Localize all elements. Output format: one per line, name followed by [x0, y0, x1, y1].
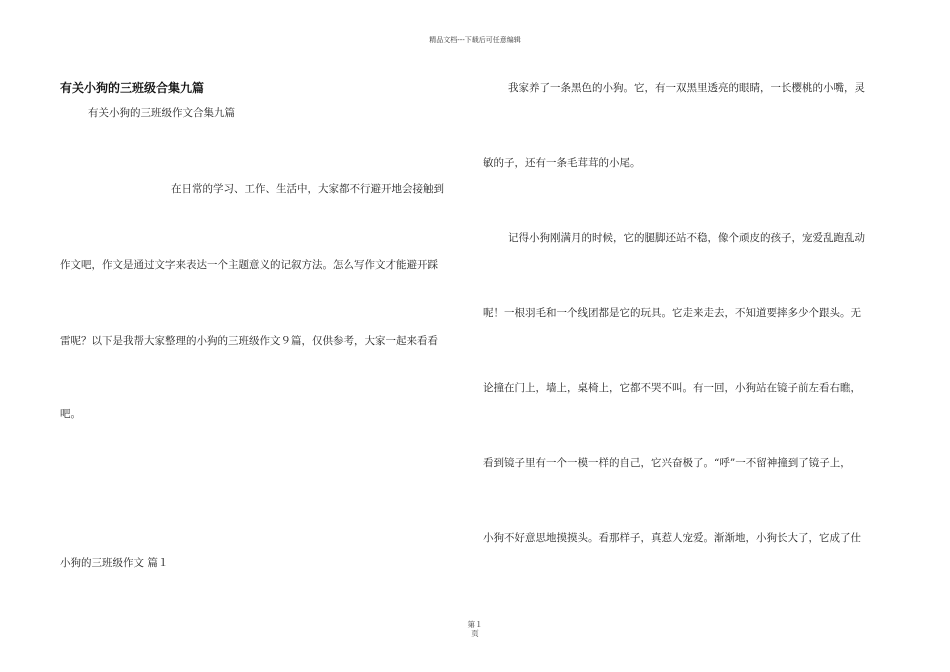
paragraph-line: 作文吧，作文是通过文字来表达一个主题意义的记叙方法。怎么写作文才能避开踩 — [60, 259, 438, 271]
paragraph-line: 呢！一根羽毛和一个线团都是它的玩具。它走来走去，不知道要摔多少个跟头。无 — [483, 307, 861, 319]
paragraph-line: 雷呢？以下是我帮大家整理的小狗的三班级作文９篇，仅供参考，大家一起来看看 — [60, 335, 438, 347]
section-heading: 小狗的三班级作文 篇１ — [60, 557, 169, 569]
paragraph-line: 记得小狗刚满月的时候，它的腿脚还站不稳，像个顽皮的孩子，宠爱乱跑乱动 — [508, 232, 865, 244]
document-title: 有关小狗的三班级合集九篇 — [60, 81, 205, 95]
paragraph-line: 在日常的学习、工作、生活中，大家都不行避开地会接触到 — [171, 183, 444, 195]
paragraph-line: 看到镜子里有一个一模一样的自己，它兴奋极了。“呼”一不留神撞到了镜子上， — [483, 457, 851, 469]
paragraph-line: 我家养了一条黑色的小狗。它，有一双黑里透亮的眼睛，一长樱桃的小嘴，灵 — [508, 82, 865, 94]
page-number-line2: 页 — [471, 629, 479, 638]
paragraph-line: 论撞在门上，墙上，桌椅上，它都不哭不叫。有一回，小狗站在镜子前左看右瞧， — [483, 382, 861, 394]
page-number — [0, 620, 950, 638]
header-note: 精品文档---下载后可任意编辑 — [429, 36, 521, 44]
paragraph-line: 小狗不好意思地摸摸头。看那样子，真惹人宠爱。渐渐地，小狗长大了，它成了仕 — [483, 532, 861, 544]
paragraph-line: 吧。 — [60, 408, 81, 420]
paragraph-line: 敏的子，还有一条毛茸茸的小尾。 — [483, 157, 641, 169]
document-subtitle: 有关小狗的三班级作文合集九篇 — [88, 107, 235, 119]
page-number-line1: 第１ — [467, 620, 483, 629]
